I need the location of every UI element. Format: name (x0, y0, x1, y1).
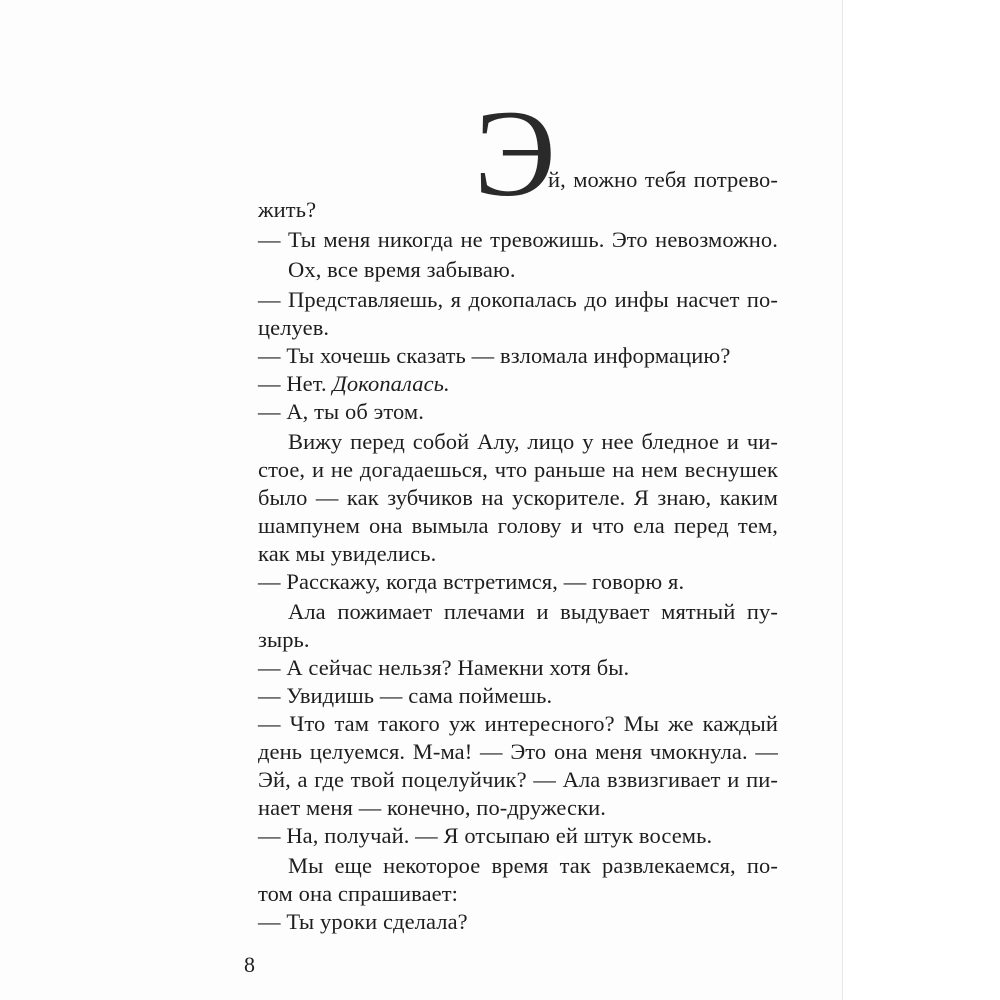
text-line: — А сейчас нельзя? Намекни хотя бы. (258, 655, 630, 680)
text-line: жить? (258, 197, 317, 222)
text-line: как мы увиделись. (258, 541, 437, 566)
text-line: Мы еще некоторое время так развлекаемся, по- (288, 853, 778, 878)
text-line: — Ты меня никогда не тревожишь. Это невозможно. (258, 227, 778, 252)
text-line: день целуемся. М-ма! — Это она меня чмокнула. — (258, 739, 778, 764)
text-line: зырь. (258, 627, 310, 652)
text-line: Ала пожимает плечами и выдувает мятный пу- (288, 599, 778, 624)
text-line: й, можно тебя потрево- (548, 167, 778, 192)
drop-cap: Э (474, 85, 556, 222)
text-line: шампунем она вымыла голову и что ела перед тем, (258, 513, 778, 538)
text-line: Вижу перед собой Алу, лицо у нее бледное и чи- (288, 429, 778, 454)
text-line: — Что там такого уж интересного? Мы же каждый (258, 711, 778, 736)
text-line: Ох, все время забываю. (288, 257, 516, 282)
text-line: — Расскажу, когда встретимся, — говорю я. (258, 569, 685, 594)
text-line: — Ты уроки сделала? (258, 909, 468, 934)
page-margin-background (842, 0, 1000, 1000)
text-line: том она спрашивает: (258, 881, 459, 906)
text-line: стое, и не догадаешься, что раньше на нем веснушек (258, 457, 778, 482)
italic-text: Докопалась. (332, 371, 450, 396)
text-line: — На, получай. — Я отсыпаю ей штук восемь. (258, 823, 713, 848)
text-line (258, 369, 778, 399)
text-line: было — как зубчиков на ускорителе. Я знаю, каким (258, 485, 778, 510)
text-line: нает меня — конечно, по-дружески. (258, 795, 607, 820)
page-number: 8 (244, 952, 255, 977)
text-line: — Увидишь — сама поймешь. (258, 683, 553, 708)
text-line: — Представляешь, я докопалась до инфы насчет по- (258, 287, 778, 312)
text-line: целуев. (258, 315, 330, 340)
text-line: — А, ты об этом. (258, 399, 424, 424)
text-line: — Ты хочешь сказать — взломала информацию? (258, 343, 731, 368)
text-span: — Нет. (258, 371, 333, 396)
text-line: Эй, а где твой поцелуйчик? — Ала взвизгивает и пи- (258, 767, 778, 792)
